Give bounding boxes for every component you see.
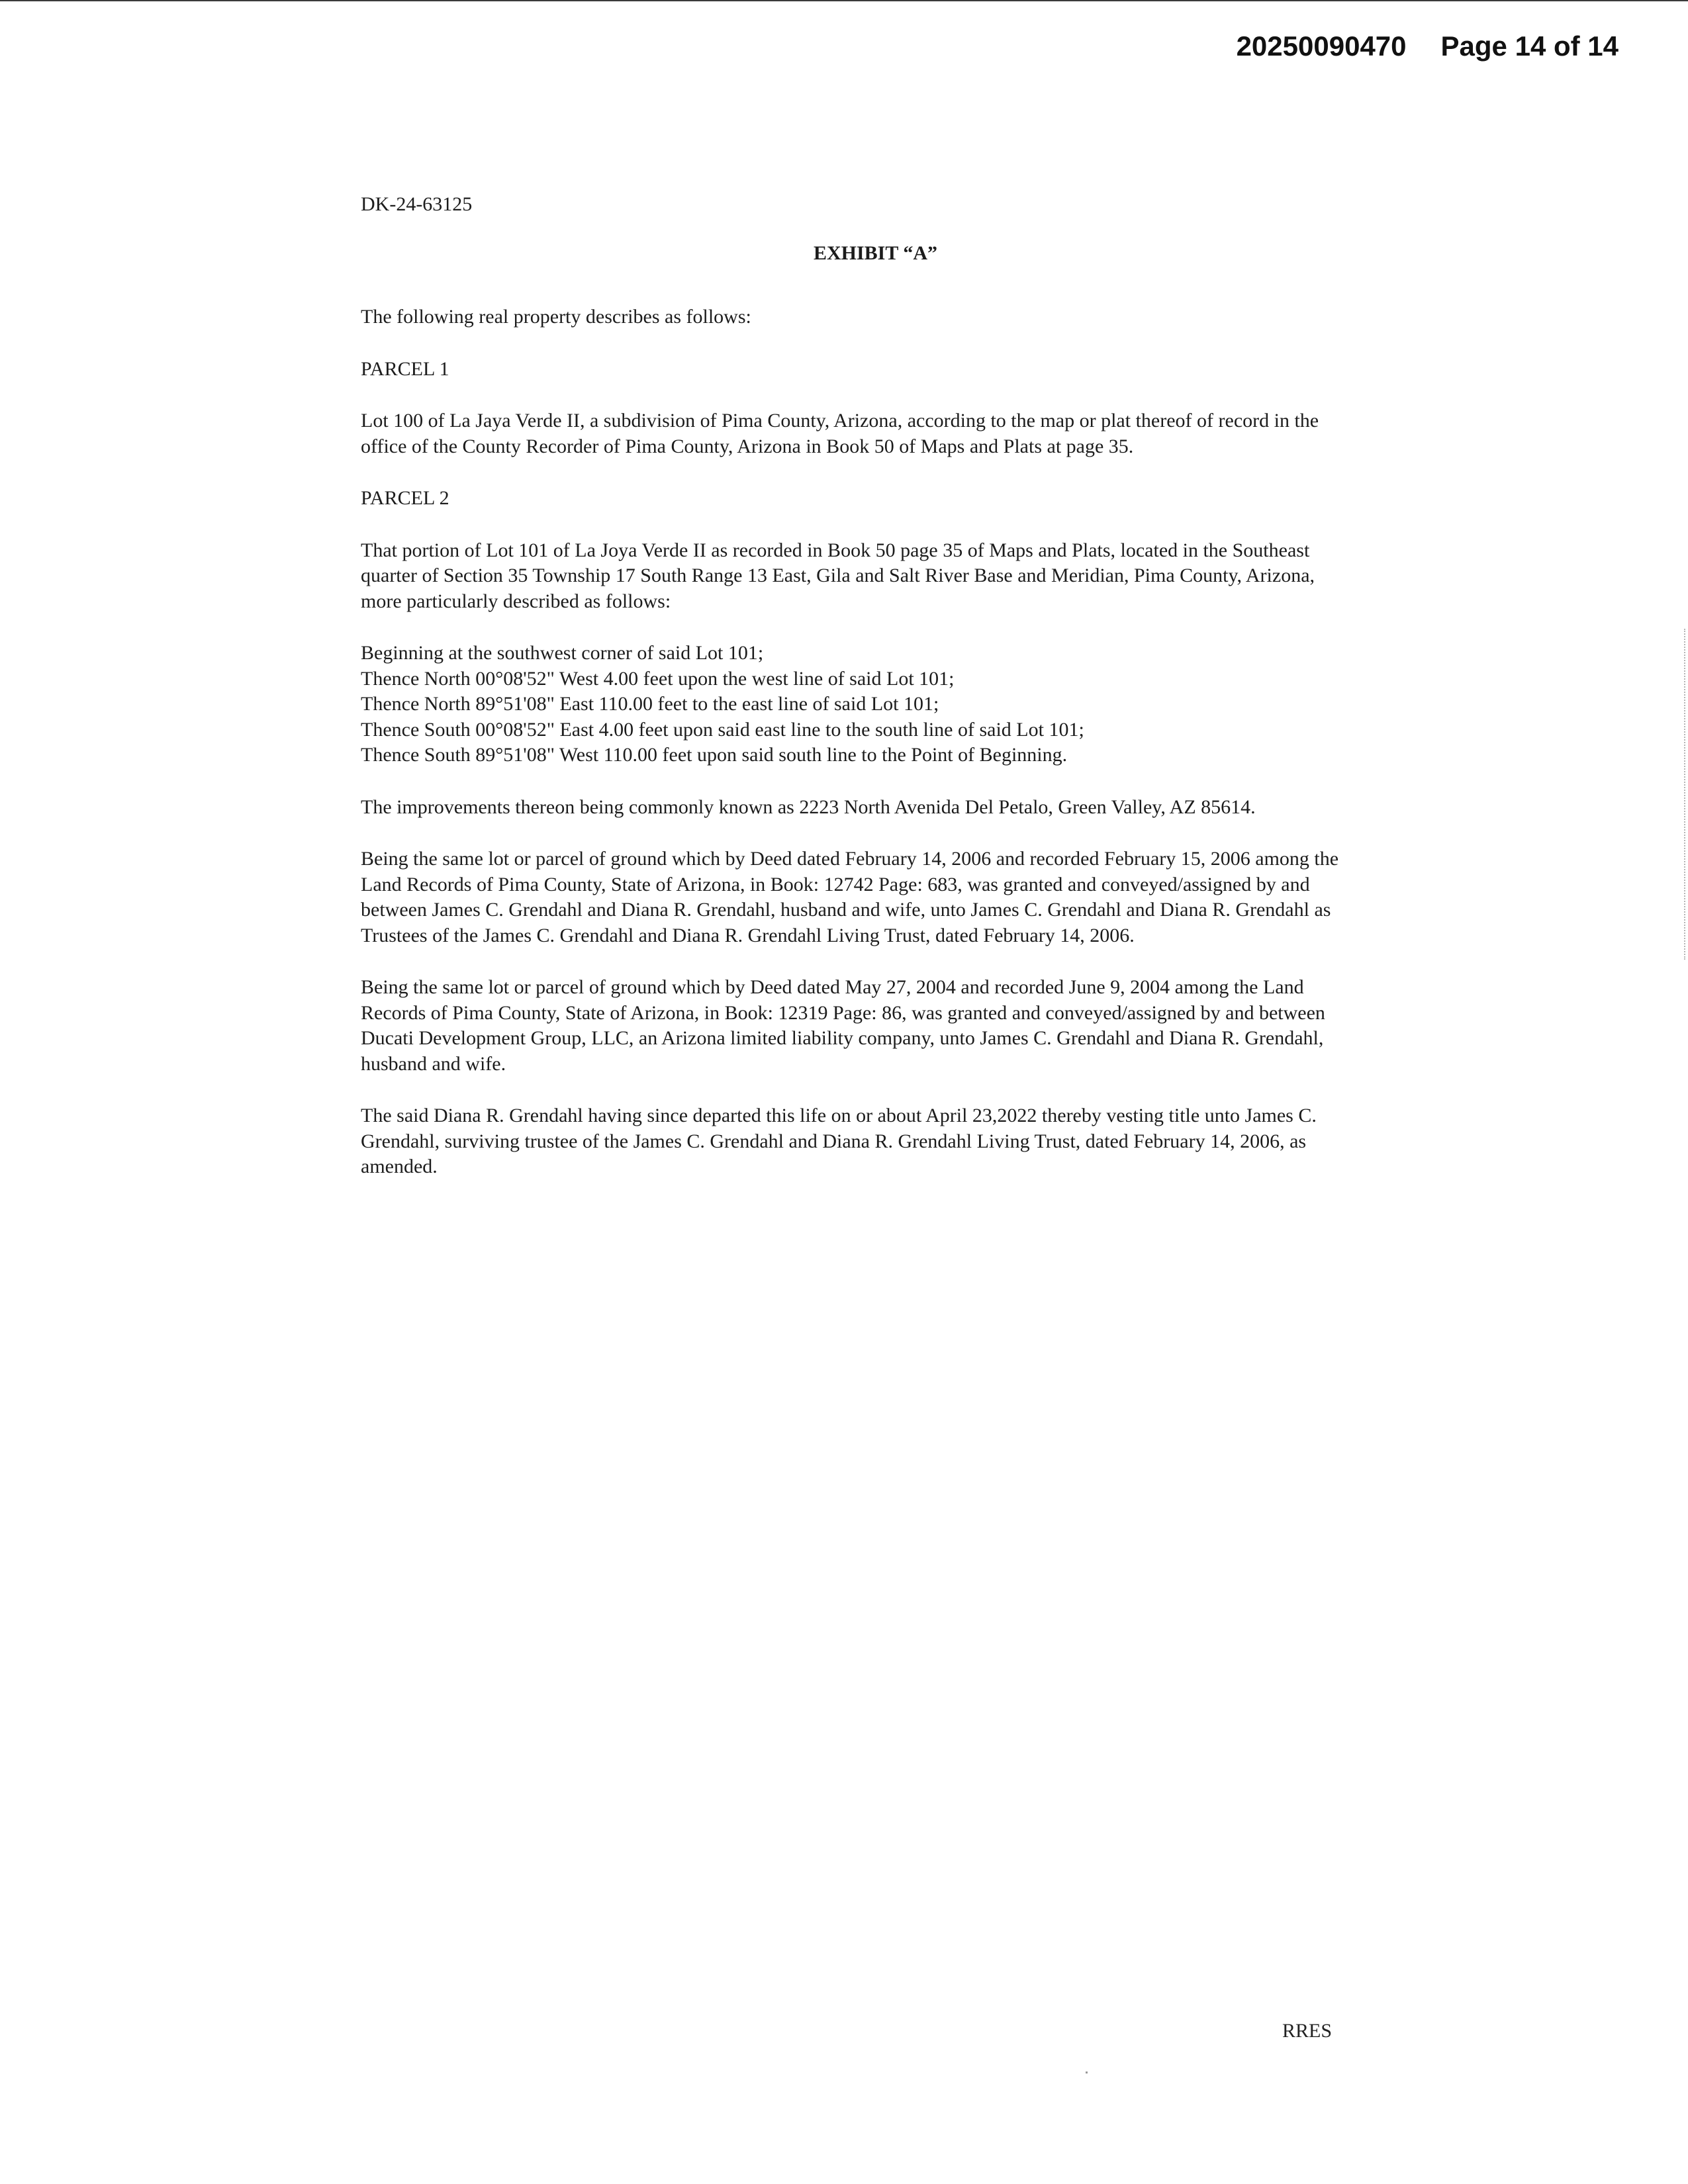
bounds-call: Beginning at the southwest corner of said Lot 101; bbox=[361, 642, 764, 664]
parcel1-heading: PARCEL 1 bbox=[361, 357, 449, 380]
parcel2-heading: PARCEL 2 bbox=[361, 487, 449, 509]
file-number: DK-24-63125 bbox=[361, 193, 473, 215]
exhibit-title: EXHIBIT “A” bbox=[813, 242, 937, 264]
footer-code: RRES bbox=[1282, 2020, 1333, 2042]
vesting-paragraph-3: The said Diana R. Grendahl having since departed this life on or about April 23,2022 thereby vesting title unto James C. Grendahl, surviving trustee of the James C. Grendahl and Diana R. Grendahl Living Trust, dated February 14, 2006, as amended. bbox=[361, 1105, 1317, 1177]
document-number: 20250090470 bbox=[1236, 30, 1407, 62]
scan-margin-marks bbox=[1683, 629, 1685, 960]
vesting-paragraph-2: Being the same lot or parcel of ground which by Deed dated May 27, 2004 and recorded June 9, 2004 among the Land Records of Pima County, State of Arizona, in Book: 12319 Page: 86, was granted and conveyed/assigned by and between Ducati Development Group, LLC, an Arizona limited liability company, unto James C. Grendahl and Diana R. Grendahl, husband and wife. bbox=[361, 976, 1325, 1075]
bounds-call: Thence South 00°08'52" East 4.00 feet upon said east line to the south line of said Lot 101; bbox=[361, 718, 1084, 741]
metes-and-bounds bbox=[361, 641, 1354, 768]
top-border-rule bbox=[0, 0, 1688, 1]
vesting-paragraph-1: Being the same lot or parcel of ground which by Deed dated February 14, 2006 and recorded February 15, 2006 among the Land Records of Pima County, State of Arizona, in Book: 12742 Page: 683, was granted and conveyed/assigned by and between James C. Grendahl and Diana R. Grendahl, husband and wife, unto James C. Grendahl and Diana R. Grendahl as Trustees of the James C. Grendahl and Diana R. Grendahl Living Trust, dated February 14, 2006. bbox=[361, 848, 1339, 946]
intro-paragraph: The following real property describes as follows: bbox=[361, 306, 751, 328]
exhibit-page-body bbox=[361, 192, 1354, 1180]
bounds-call: Thence South 89°51'08" West 110.00 feet upon said south line to the Point of Beginning. bbox=[361, 744, 1068, 766]
parcel1-description: Lot 100 of La Jaya Verde II, a subdivision of Pima County, Arizona, according to the map or plat thereof of record in the office of the County Recorder of Pima County, Arizona in Book 50 of Maps and Plats at page 35. bbox=[361, 410, 1319, 457]
parcel2-description: That portion of Lot 101 of La Joya Verde II as recorded in Book 50 page 35 of Maps and Plats, located in the Southeast quarter of Section 35 Township 17 South Range 13 East, Gila and Salt River Base and Meridian, Pima County, Arizona, more particularly described as follows: bbox=[361, 539, 1315, 612]
recording-stamp bbox=[1237, 30, 1618, 62]
scan-speck bbox=[1086, 2071, 1088, 2073]
page-indicator: Page 14 of 14 bbox=[1440, 30, 1618, 62]
improvements-paragraph: The improvements thereon being commonly known as 2223 North Avenida Del Petalo, Green Valley, AZ 85614. bbox=[361, 796, 1256, 818]
bounds-call: Thence North 89°51'08" East 110.00 feet to the east line of said Lot 101; bbox=[361, 693, 939, 715]
bounds-call: Thence North 00°08'52" West 4.00 feet upon the west line of said Lot 101; bbox=[361, 667, 955, 690]
